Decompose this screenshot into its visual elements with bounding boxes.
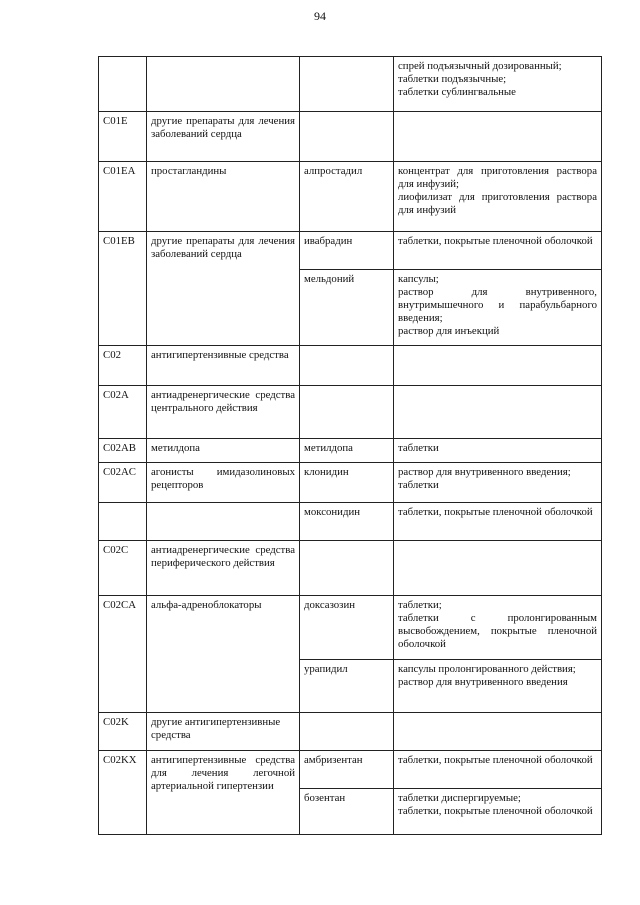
table-row [99, 503, 602, 541]
atc-code-cell: C02C [99, 541, 147, 596]
table-row [99, 346, 602, 386]
atc-code-cell: C02A [99, 386, 147, 439]
atc-code-cell: C01EB [99, 232, 147, 346]
drug-cell: алпростадил [300, 162, 394, 232]
dosage-form: таблетки, покрытые пленочной оболочкой [398, 805, 593, 817]
drug-cell: бозентан [300, 789, 394, 835]
dosage-form: капсулы; [398, 273, 439, 285]
dosage-forms-cell [394, 57, 602, 112]
table-row [99, 713, 602, 751]
dosage-form: таблетки с пролонгированным высвобождением, покрытые пленочной оболочкой [398, 612, 597, 650]
table-row [99, 162, 602, 232]
dosage-forms-cell [394, 541, 602, 596]
table-row [99, 386, 602, 439]
drug-cell: ивабрадин [300, 232, 394, 270]
drug-cell [300, 386, 394, 439]
dosage-forms-cell [394, 713, 602, 751]
atc-code-cell: C01EA [99, 162, 147, 232]
dosage-form: лиофилизат для приготовления раствора для инфузий [398, 191, 597, 216]
group-cell: метилдопа [147, 439, 300, 463]
table-row [99, 541, 602, 596]
drug-cell [300, 713, 394, 751]
atc-code-cell: C02AB [99, 439, 147, 463]
drug-cell [300, 112, 394, 162]
dosage-form: таблетки подъязычные; [398, 73, 507, 85]
group-cell: агонисты имидазолиновых рецепторов [147, 463, 300, 503]
table-row [99, 751, 602, 789]
drug-cell [300, 346, 394, 386]
drug-table [98, 56, 602, 835]
dosage-forms-cell [394, 346, 602, 386]
dosage-form: таблетки, покрытые пленочной оболочкой [398, 754, 593, 766]
table-row [99, 596, 602, 660]
dosage-form: раствор для инъекций [398, 325, 500, 337]
table-row [99, 439, 602, 463]
table-row [99, 57, 602, 112]
dosage-forms-cell [394, 503, 602, 541]
dosage-forms-cell [394, 232, 602, 270]
dosage-forms-cell [394, 463, 602, 503]
drug-cell: клонидин [300, 463, 394, 503]
group-cell [147, 503, 300, 541]
dosage-form: капсулы пролонгированного действия; [398, 663, 576, 675]
atc-code-cell: C02K [99, 713, 147, 751]
dosage-forms-cell [394, 112, 602, 162]
dosage-form: раствор для внутривенного введения [398, 676, 568, 688]
group-cell: антигипертензивные средства [147, 346, 300, 386]
group-cell: антиадренергические средства центрального действия [147, 386, 300, 439]
dosage-forms-cell [394, 751, 602, 789]
dosage-forms-cell [394, 789, 602, 835]
drug-cell: урапидил [300, 660, 394, 713]
dosage-form: концентрат для приготовления раствора для инфузий; [398, 165, 597, 190]
table-row [99, 232, 602, 270]
drug-cell: моксонидин [300, 503, 394, 541]
group-cell: антигипертензивные средства для лечения легочной артериальной гипертензии [147, 751, 300, 835]
dosage-form: таблетки [398, 442, 439, 454]
dosage-form: спрей подъязычный дозированный; [398, 60, 562, 72]
atc-code-cell: C02KX [99, 751, 147, 835]
dosage-form: таблетки; [398, 599, 442, 611]
dosage-forms-cell [394, 596, 602, 660]
atc-code-cell: C01E [99, 112, 147, 162]
table-row [99, 463, 602, 503]
group-cell: другие антигипертензивные средства [147, 713, 300, 751]
dosage-form: таблетки сублингвальные [398, 86, 516, 98]
drug-cell [300, 57, 394, 112]
group-cell: антиадренергические средства периферического действия [147, 541, 300, 596]
page-number: 94 [314, 9, 326, 23]
atc-code-cell [99, 57, 147, 112]
table-row [99, 112, 602, 162]
drug-cell: мельдоний [300, 270, 394, 346]
dosage-form: таблетки, покрытые пленочной оболочкой [398, 506, 593, 518]
dosage-forms-cell [394, 660, 602, 713]
dosage-forms-cell [394, 439, 602, 463]
atc-code-cell: C02CA [99, 596, 147, 713]
dosage-form: раствор для внутривенного, внутримышечного и парабульбарного введения; [398, 286, 597, 324]
atc-code-cell [99, 503, 147, 541]
dosage-form: таблетки [398, 479, 439, 491]
atc-code-cell: C02AC [99, 463, 147, 503]
group-cell [147, 57, 300, 112]
dosage-form: таблетки диспергируемые; [398, 792, 521, 804]
drug-cell: амбризентан [300, 751, 394, 789]
group-cell: альфа-адреноблокаторы [147, 596, 300, 713]
dosage-form: раствор для внутривенного введения; [398, 466, 571, 478]
drug-cell: доксазозин [300, 596, 394, 660]
drug-cell [300, 541, 394, 596]
drug-cell: метилдопа [300, 439, 394, 463]
dosage-form: таблетки, покрытые пленочной оболочкой [398, 235, 593, 247]
group-cell: простагландины [147, 162, 300, 232]
group-cell: другие препараты для лечения заболеваний сердца [147, 112, 300, 162]
dosage-forms-cell [394, 386, 602, 439]
dosage-forms-cell [394, 162, 602, 232]
group-cell: другие препараты для лечения заболеваний сердца [147, 232, 300, 346]
dosage-forms-cell [394, 270, 602, 346]
atc-code-cell: C02 [99, 346, 147, 386]
